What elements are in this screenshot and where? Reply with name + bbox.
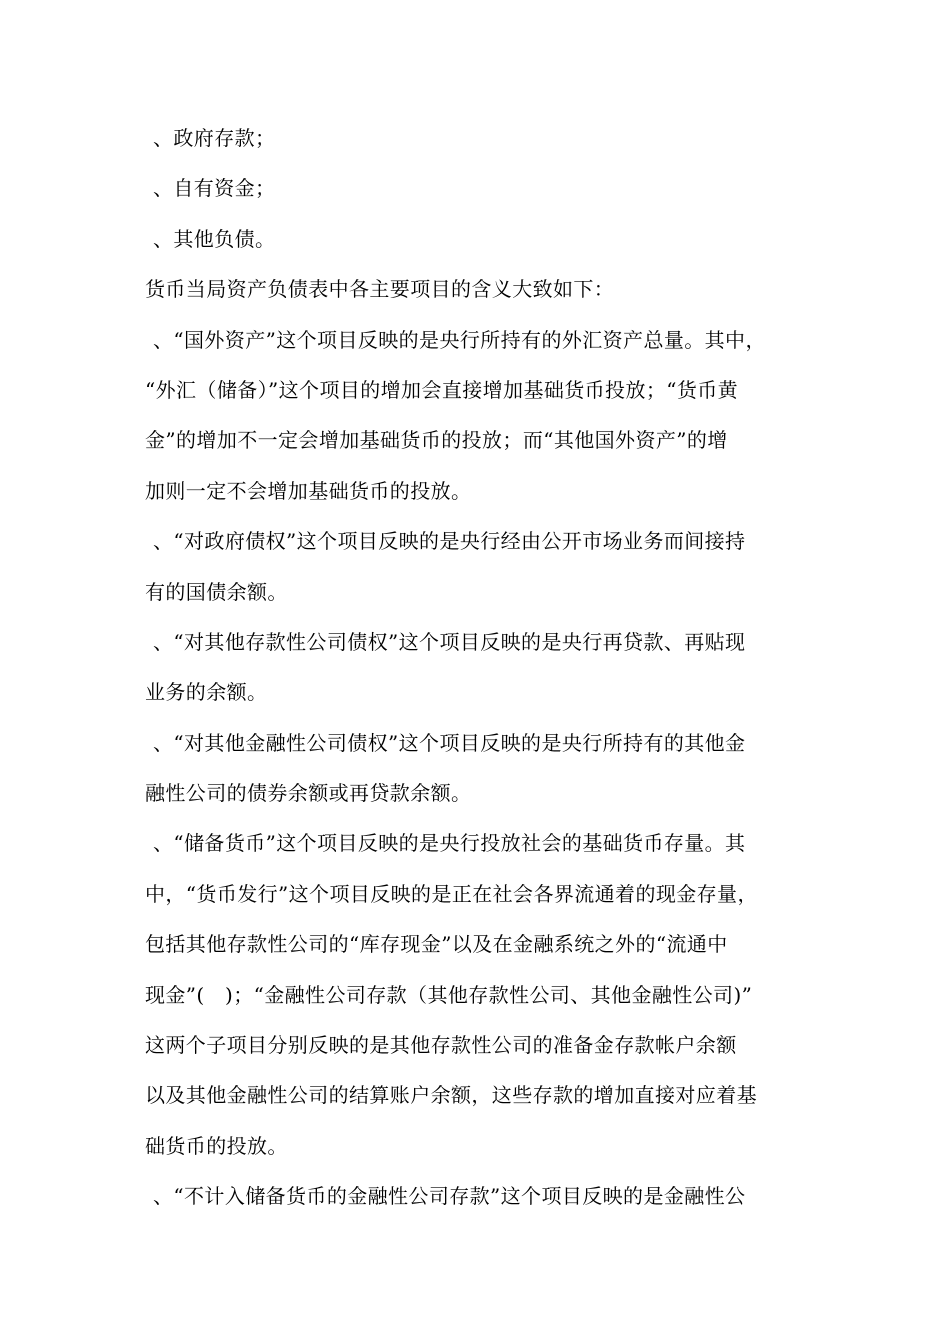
paragraph-line: 础货币的投放。: [145, 1133, 288, 1158]
paragraph-line: 加则一定不会增加基础货币的投放。: [145, 478, 472, 503]
paragraph-line: 、“对其他金融性公司债权”这个项目反映的是央行所持有的其他金: [153, 730, 746, 755]
paragraph-line: 融性公司的债券余额或再贷款余额。: [145, 781, 472, 806]
list-item-government-deposits: 、政府存款；: [153, 126, 276, 150]
paragraph-line: 中，“货币发行”这个项目反映的是正在社会各界流通着的现金存量，: [145, 881, 758, 906]
paragraph-line: 、“国外资产”这个项目反映的是央行所持有的外汇资产总量。其中，: [153, 327, 766, 352]
paragraph-line: 包括其他存款性公司的“库存现金”以及在金融系统之外的“流通中: [145, 932, 728, 957]
document-body: [145, 113, 807, 1222]
paragraph-line: 、“不计入储备货币的金融性公司存款”这个项目反映的是金融性公: [153, 1184, 746, 1209]
list-item-own-funds: 、自有资金；: [153, 176, 276, 201]
paragraph-line: 有的国债余额。: [145, 579, 288, 604]
paragraph-line: 、“对政府债权”这个项目反映的是央行经由公开市场业务而间接持: [153, 529, 746, 554]
list-item-other-liabilities: 、其他负债。: [153, 226, 276, 251]
paragraph-line: 金”的增加不一定会增加基础货币的投放；而“其他国外资产”的增: [145, 428, 728, 453]
section-intro: 货币当局资产负债表中各主要项目的含义大致如下：: [145, 277, 615, 302]
paragraph-line: 以及其他金融性公司的结算账户余额，这些存款的增加直接对应着基: [145, 1083, 757, 1108]
paragraph-line: “外汇（储备）”这个项目的增加会直接增加基础货币投放；“货币黄: [145, 377, 739, 402]
paragraph-line: 、“对其他存款性公司债权”这个项目反映的是央行再贷款、再贴现: [153, 629, 746, 654]
paragraph-line: 这两个子项目分别反映的是其他存款性公司的准备金存款帐户余额: [145, 1033, 737, 1058]
paragraph-line: 、“储备货币”这个项目反映的是央行投放社会的基础货币存量。其: [153, 831, 746, 856]
paragraph-line: 现金”( )；“金融性公司存款（其他存款性公司、其他金融性公司)”: [145, 982, 753, 1007]
paragraph-line: 业务的余额。: [145, 680, 268, 705]
